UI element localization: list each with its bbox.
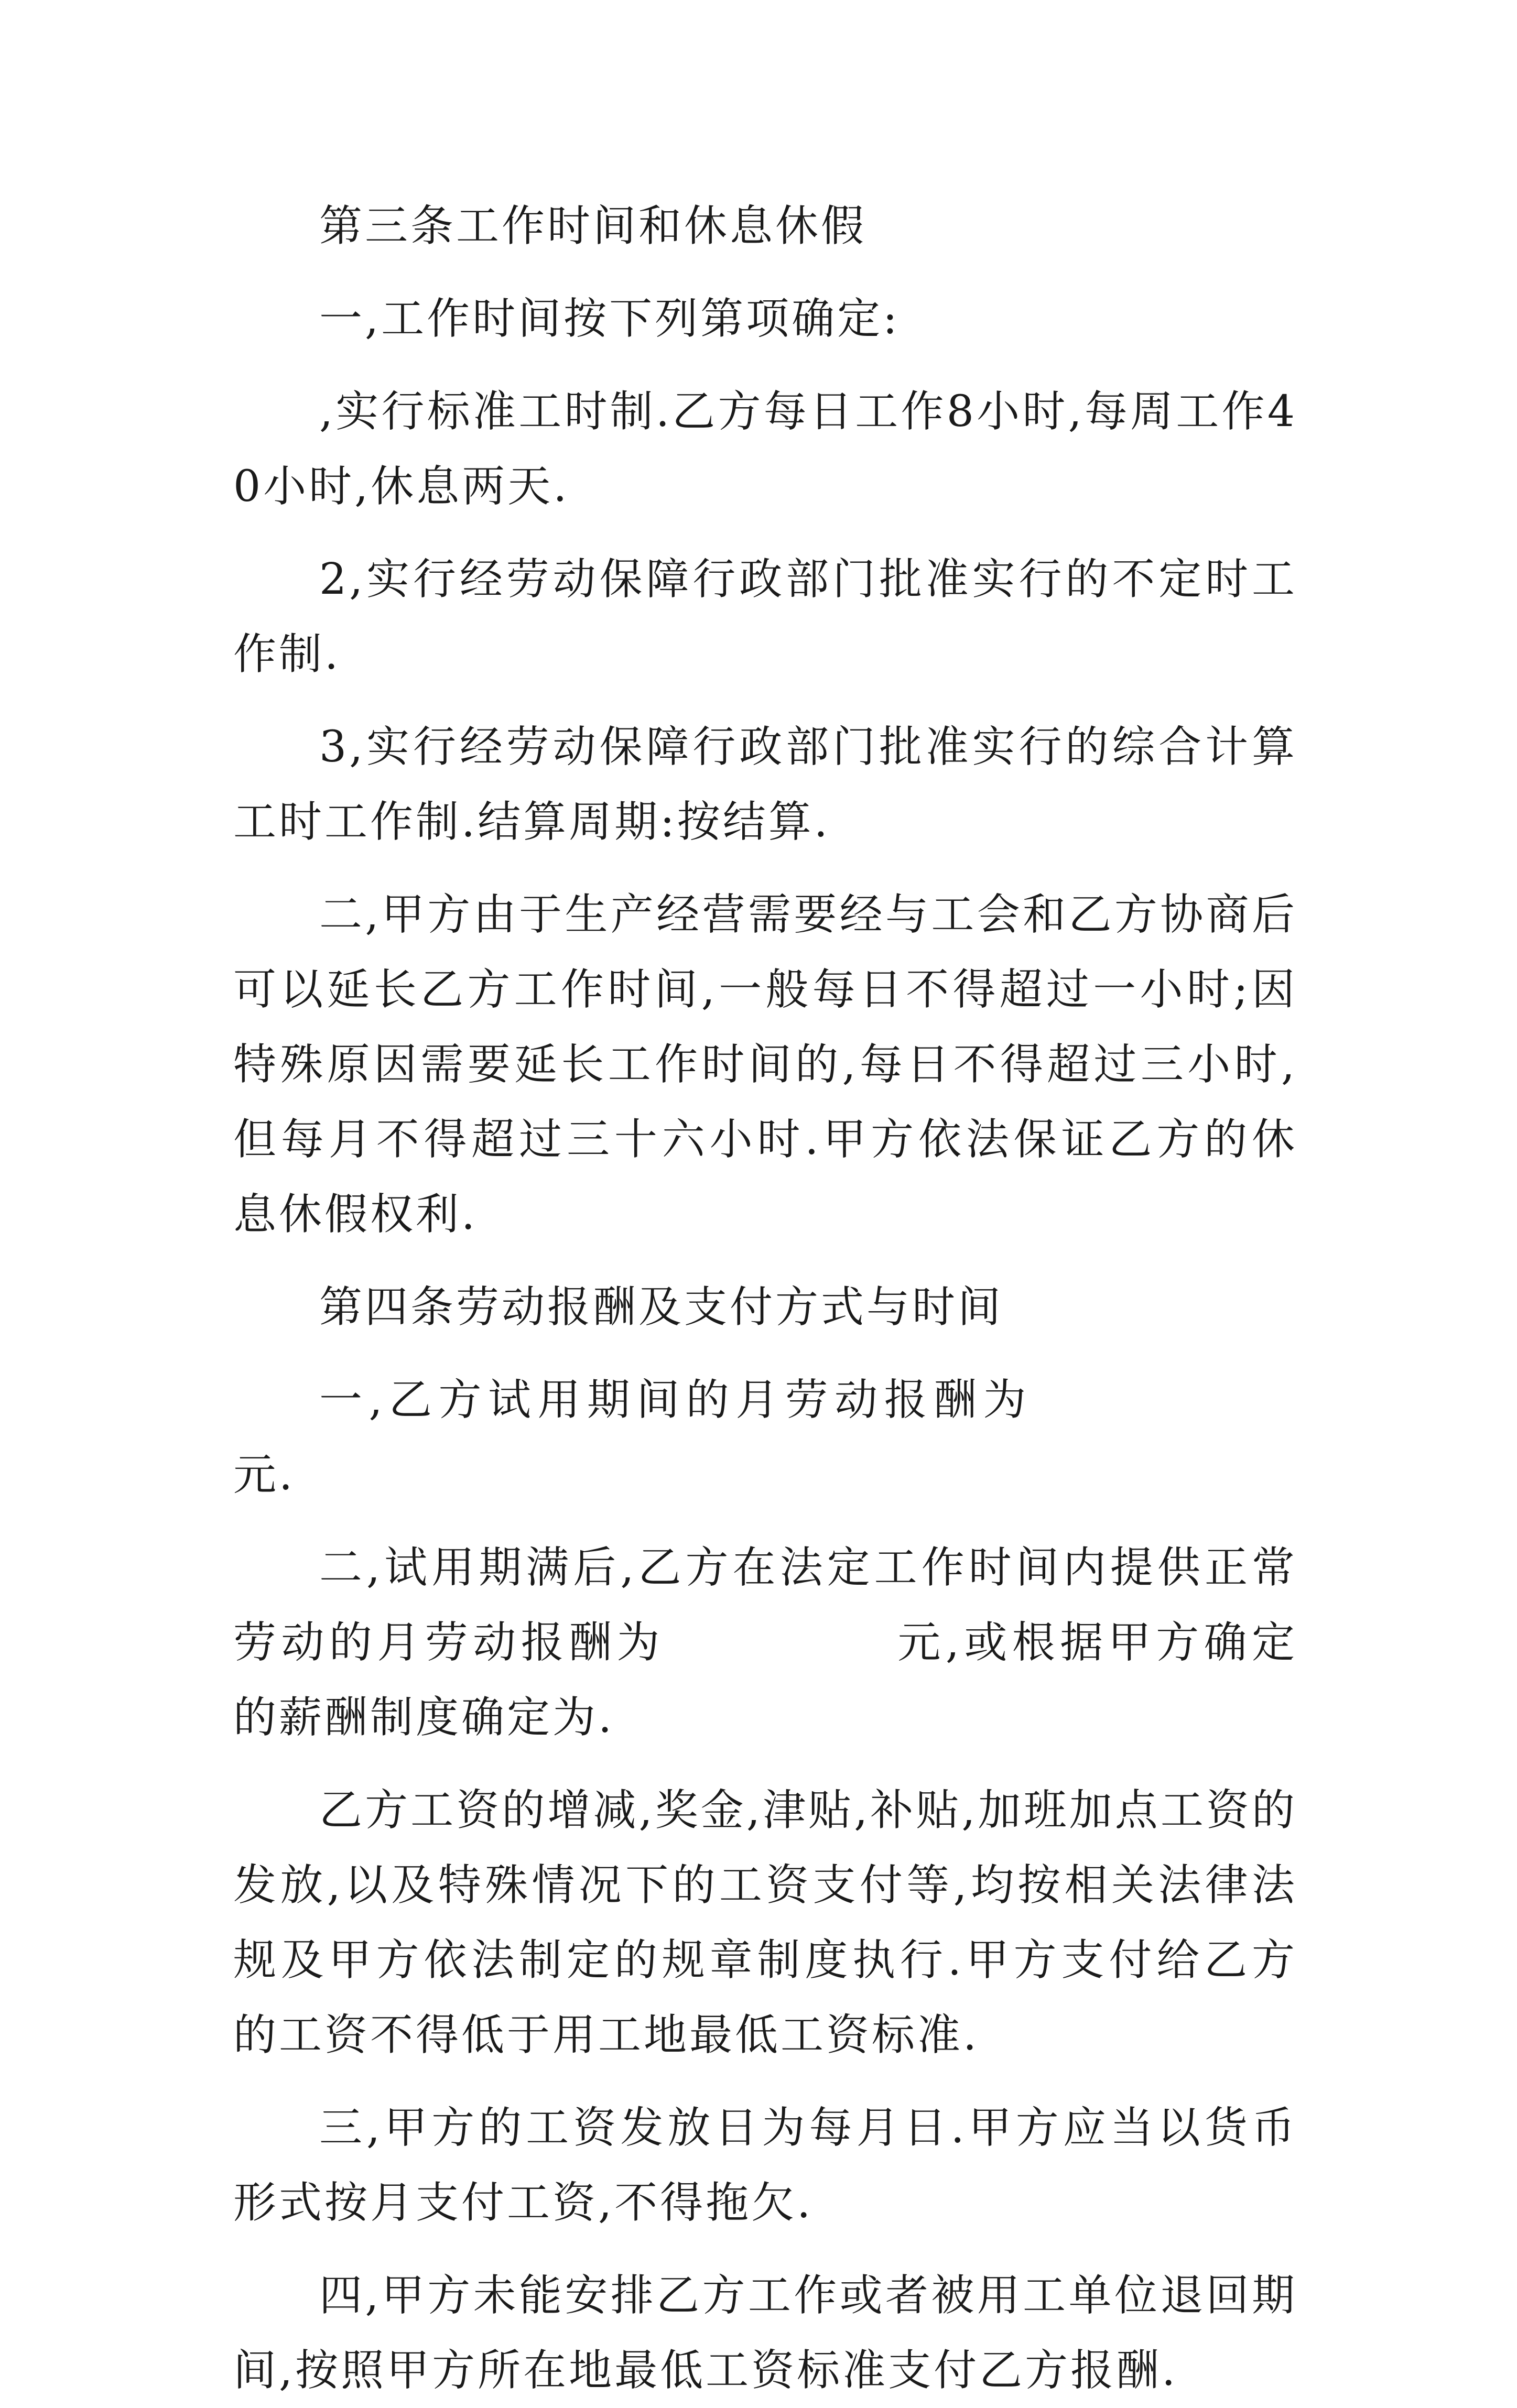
comprehensive-hours-item: 3,实行经劳动保障行政部门批准实行的综合计算工时工作制.结算周期:按结算. <box>233 722 1297 847</box>
probation-pay-text: 一,乙方试用期间的月劳动报酬为 <box>319 1375 1033 1425</box>
regular-pay-rest: 元,或根据甲方确定的薪酬制度确定为. <box>233 1618 1297 1742</box>
regular-pay-line-start: 的月劳动报酬为 <box>329 1618 665 1668</box>
article-4-heading: 第四条劳动报酬及支付方式与时间 <box>319 1282 1004 1332</box>
regular-pay-clause <box>233 1530 1297 1755</box>
probation-pay-clause <box>233 1363 1297 1512</box>
regular-pay-text: 二,试用期满后,乙方在法定工作时间内提供正常劳动 <box>233 1543 1297 1668</box>
payday-clause: 三,甲方的工资发放日为每月日.甲方应当以货币形式按月支付工资,不得拖欠. <box>233 2103 1297 2228</box>
standard-hours-item: ,实行标准工时制.乙方每日工作8小时,每周工作40小时,休息两天. <box>233 387 1297 511</box>
probation-pay-unit: 元. <box>233 1450 296 1500</box>
article-3-heading: 第三条工作时间和休息休假 <box>319 201 867 251</box>
document-page <box>233 189 1297 2408</box>
idle-period-clause: 四,甲方未能安排乙方工作或者被用工单位退回期间,按照甲方所在地最低工资标准支付乙方报酬. <box>233 2271 1297 2395</box>
working-hours-clause: 一,工作时间按下列第项确定: <box>319 294 900 344</box>
wage-adjustment-clause: 乙方工资的增减,奖金,津贴,补贴,加班加点工资的发放,以及特殊情况下的工资支付等,均按相关法律法规及甲方依法制定的规章制度执行.甲方支付给乙方的工资不得低于用工地最低工资标准. <box>233 1785 1297 2060</box>
flexible-hours-item: 2,实行经劳动保障行政部门批准实行的不定时工作制. <box>233 554 1297 679</box>
overtime-clause: 二,甲方由于生产经营需要经与工会和乙方协商后可以延长乙方工作时间,一般每日不得超过一小时;因特殊原因需要延长工作时间的,每日不得超过三小时,但每月不得超过三十六小时.甲方依法保证乙方的休息休假权利. <box>233 890 1297 1239</box>
